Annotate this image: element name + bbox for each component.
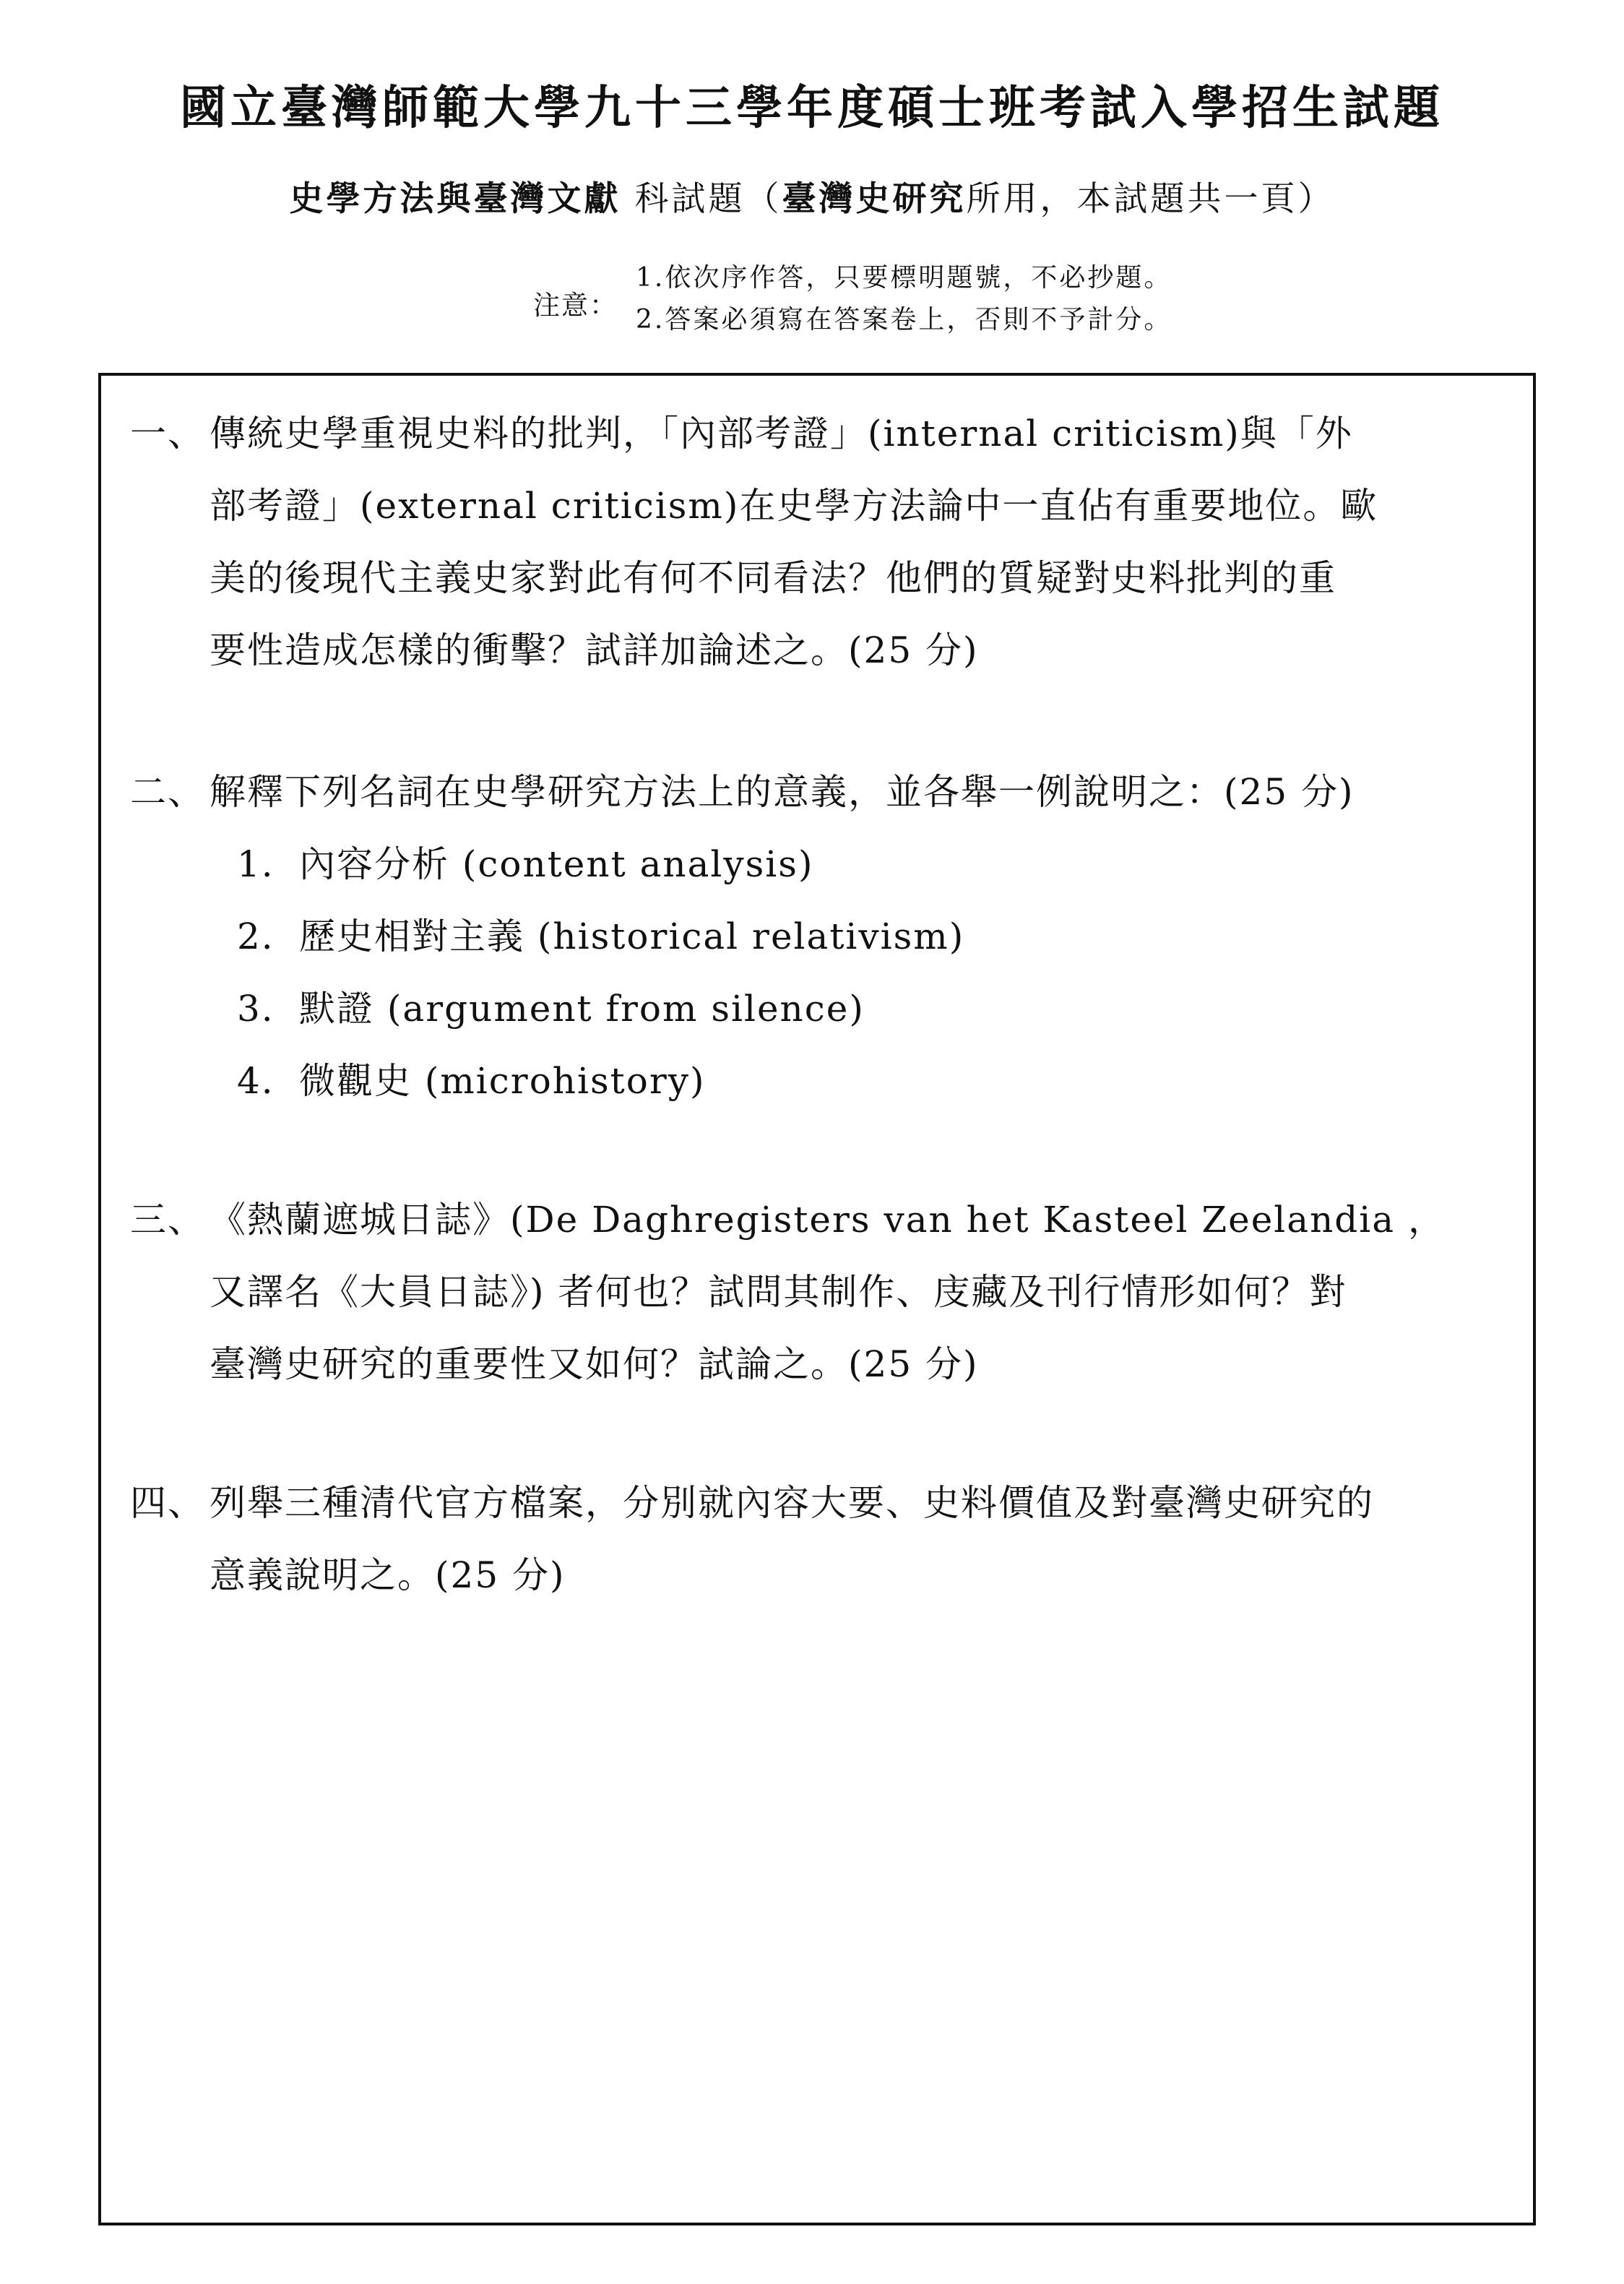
question-3 (130, 1184, 1524, 1400)
question-1 (130, 397, 1524, 686)
question-text: 列舉三種清代官方檔案，分別就內容大要、史料價值及對臺灣史研究的 (210, 1482, 1374, 1524)
question-number: 一、 (130, 413, 205, 454)
item-number: 3. (237, 988, 275, 1030)
question-line: 臺灣史研究的重要性又如何？試論之。(25 分) (210, 1343, 979, 1385)
item-text: 內容分析 (content analysis) (299, 843, 814, 885)
notice-label: 注意： (533, 290, 618, 321)
question-text: 解釋下列名詞在史學研究方法上的意義，並各舉一例說明之：(25 分) (210, 771, 1355, 813)
question-line: 部考證」(external criticism)在史學方法論中一直佔有重要地位。歐 (210, 485, 1378, 527)
item-text: 默證 (argument from silence) (299, 988, 865, 1030)
question-4 (130, 1467, 1524, 1611)
question-line: 要性造成怎樣的衝擊？試詳加論述之。(25 分) (210, 629, 979, 671)
question-line (130, 397, 1524, 470)
exam-subtitle (0, 172, 1624, 220)
notice-lines (636, 257, 1172, 341)
question-text: 傳統史學重視史料的批判，「內部考證」(internal criticism)與「外 (210, 413, 1353, 454)
item-number: 2. (237, 915, 275, 957)
question-number: 三、 (130, 1199, 205, 1241)
term-list (130, 828, 1524, 1117)
question-2 (130, 756, 1524, 1117)
list-item (237, 1045, 1524, 1117)
item-number: 1. (237, 843, 275, 885)
item-text: 歷史相對主義 (historical relativism) (299, 915, 965, 957)
item-number: 4. (237, 1060, 275, 1102)
question-line (130, 756, 1524, 828)
question-number: 四、 (130, 1482, 205, 1524)
subject-name: 史學方法與臺灣文獻 (289, 179, 621, 219)
question-text: 《熱蘭遮城日誌》(De Daghregisters van het Kasteel Zeelandia ， (210, 1199, 1446, 1241)
notice-line-1: 1.依次序作答，只要標明題號，不必抄題。 (636, 263, 1172, 293)
item-text: 微觀史 (microhistory) (299, 1060, 706, 1102)
department-name: 臺灣史研究 (782, 179, 967, 219)
question-number: 二、 (130, 771, 205, 813)
question-box (98, 373, 1536, 2225)
exam-notice (533, 257, 1328, 344)
subject-mid-text: 科試題（ (621, 179, 782, 219)
list-item (237, 828, 1524, 900)
subject-tail-text: 所用，本試題共一頁） (966, 179, 1335, 219)
notice-line-2: 2.答案必須寫在答案卷上，否則不予計分。 (636, 305, 1172, 335)
question-line (130, 1184, 1524, 1256)
question-line: 美的後現代主義史家對此有何不同看法？他們的質疑對史料批判的重 (210, 557, 1336, 599)
list-item (237, 900, 1524, 973)
question-line (130, 1467, 1524, 1539)
exam-title: 國立臺灣師範大學九十三學年度碩士班考試入學招生試題 (180, 82, 1444, 135)
question-line: 意義說明之。(25 分) (210, 1554, 566, 1596)
list-item (237, 973, 1524, 1045)
question-line: 又譯名《大員日誌》) 者何也？試問其制作、庋藏及刊行情形如何？對 (210, 1271, 1347, 1313)
